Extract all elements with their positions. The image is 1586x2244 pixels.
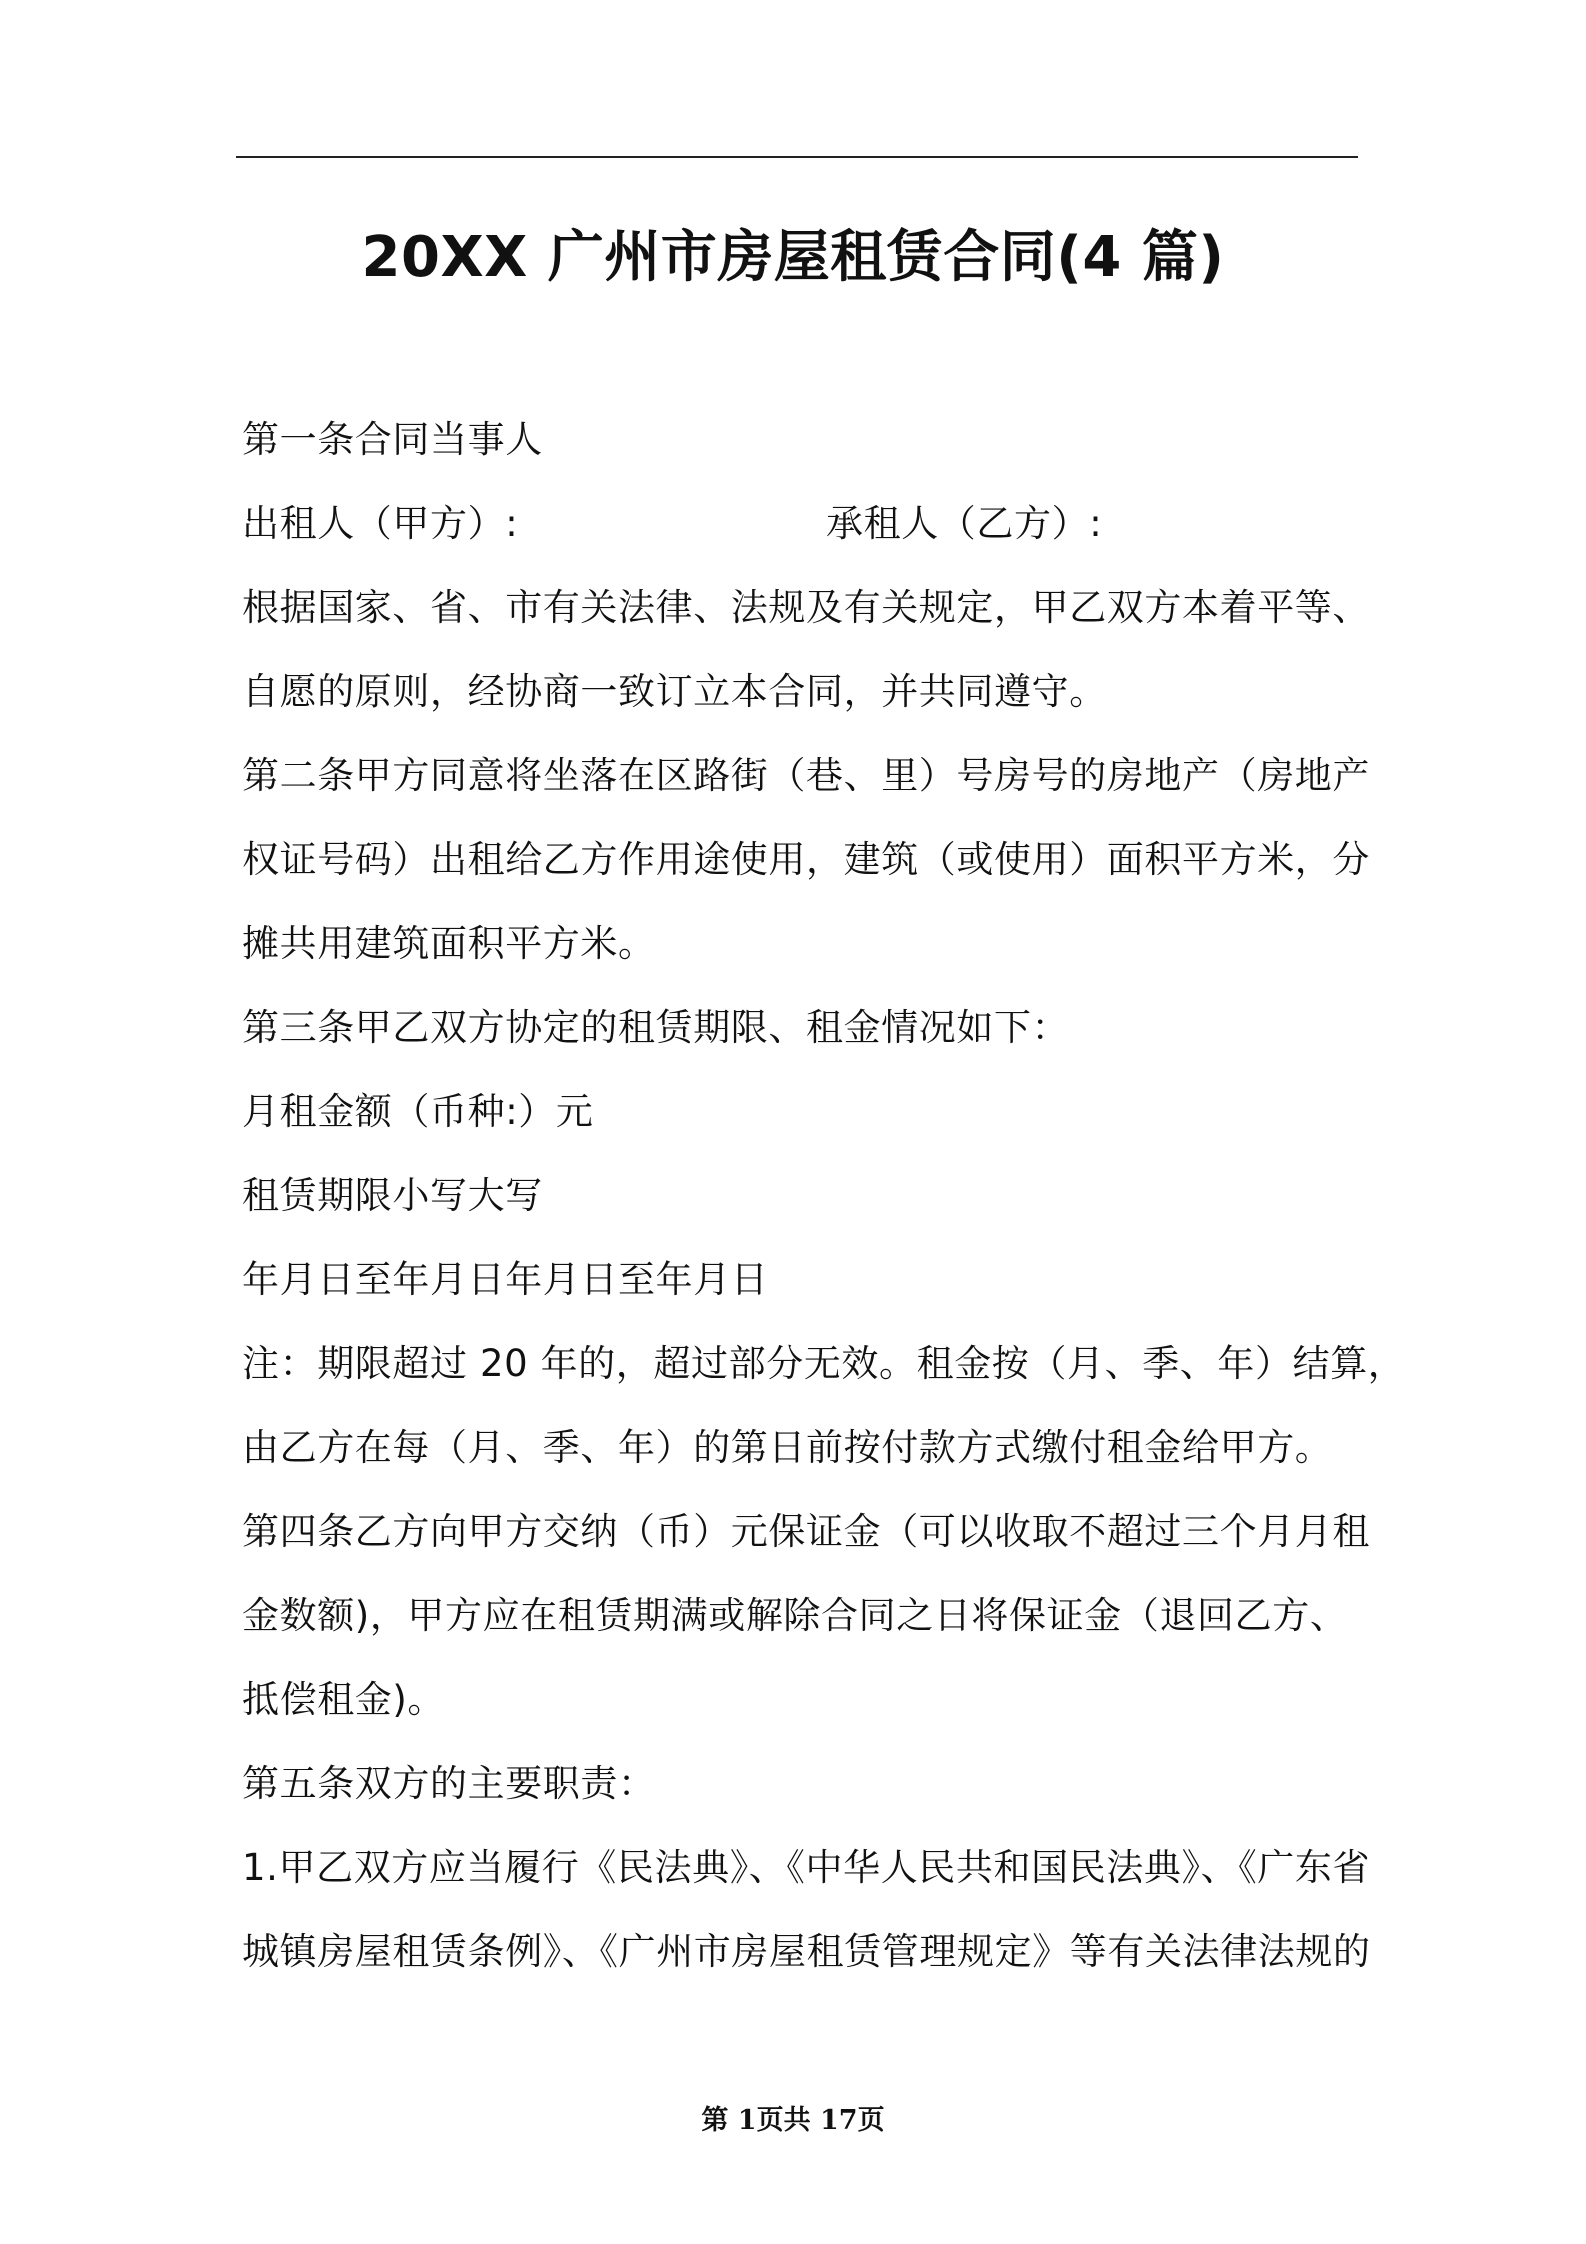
document-body: [242, 398, 1406, 1994]
paragraph-line: 第一条合同当事人: [242, 418, 543, 461]
paragraph-line: 第五条双方的主要职责：: [242, 1762, 656, 1805]
paragraph-line: 自愿的原则，经协商一致订立本合同，并共同遵守。: [242, 670, 1107, 713]
header-divider: [236, 156, 1358, 158]
paragraph-line: 金数额)，甲方应在租赁期满或解除合同之日将保证金（退回乙方、: [242, 1594, 1348, 1637]
paragraph-line: 1.甲乙双方应当履行《民法典》、《中华人民共和国民法典》、《广东省: [242, 1846, 1371, 1889]
paragraph-line: 租赁期限小写大写: [242, 1174, 543, 1217]
paragraph-line: 第三条甲乙双方协定的租赁期限、租金情况如下：: [242, 1006, 1070, 1049]
paragraph-line: 城镇房屋租赁条例》、《广州市房屋租赁管理规定》等有关法律法规的: [242, 1930, 1371, 1973]
paragraph-line: 第二条甲方同意将坐落在区路街（巷、里）号房号的房地产（房地产: [242, 754, 1370, 797]
paragraph-line: 注：期限超过 20 年的，超过部分无效。租金按（月、季、年）结算，: [242, 1342, 1406, 1385]
paragraph-line: 年月日至年月日年月日至年月日: [242, 1258, 769, 1301]
paragraph-line: 抵偿租金)。: [242, 1678, 446, 1721]
paragraph-line: 由乙方在每（月、季、年）的第日前按付款方式缴付租金给甲方。: [242, 1426, 1333, 1469]
paragraph-line: 权证号码）出租给乙方作用途使用，建筑（或使用）面积平方米，分: [242, 838, 1370, 881]
paragraph-line: 月租金额（币种:）元: [242, 1090, 594, 1133]
paragraph-line: 摊共用建筑面积平方米。: [242, 922, 656, 965]
document-title: 20XX 广州市房屋租赁合同(4 篇): [361, 225, 1225, 290]
page-indicator: 第 1页共 17页: [701, 2105, 885, 2136]
paragraph-line: 第四条乙方向甲方交纳（币）元保证金（可以收取不超过三个月月租: [242, 1510, 1370, 1553]
parties-line: [242, 482, 1392, 566]
party-b-label: 承租人（乙方）:: [826, 502, 1103, 545]
paragraph-line: 根据国家、省、市有关法律、法规及有关规定，甲乙双方本着平等、: [242, 586, 1370, 629]
party-a-label: 出租人（甲方）:: [242, 502, 519, 545]
